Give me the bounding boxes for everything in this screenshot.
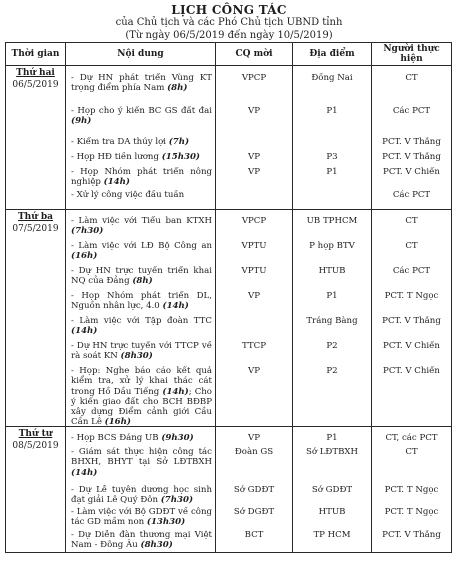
item-text: - Họp BCS Đảng UB [71,433,162,443]
content-column [66,210,216,427]
schedule-item [293,137,371,152]
invited-column [216,66,293,210]
schedule-item [372,366,451,426]
schedule-item [293,291,371,316]
schedule-item [293,152,371,167]
schedule-item [216,366,292,426]
schedule-item [216,241,292,266]
item-who: PCT. V Thắng [382,152,441,162]
item-place: P họp BTV [309,241,355,251]
schedule-item [372,73,451,106]
schedule-item [372,291,451,316]
schedule-item [66,291,215,316]
item-who: PCT. T Ngọc [384,485,439,495]
item-place: HTUB [318,266,346,276]
item-time: (14h) [103,177,130,188]
day-name: Thứ hai [16,68,55,78]
content-column [66,66,216,210]
schedule-item [216,106,292,137]
item-place: Sở LĐTBXH [305,447,359,457]
schedule-item [216,507,292,530]
item-who: PCT. V Chiến [383,167,440,177]
performer-column [372,427,452,553]
schedule-subtitle: của Chủ tịch và các Phó Chủ tịch UBND tỉnh [115,17,343,28]
header-performer: Người thực hiện [372,43,452,66]
schedule-table [5,42,452,553]
schedule-item [66,241,215,266]
schedule-item [66,433,215,447]
item-place: Đồng Nai [311,73,353,83]
item-text: - Làm việc với Tập đoàn TTC [71,316,212,326]
schedule-item [216,73,292,106]
item-time: (7h) [168,137,190,147]
item-time: (7h30) [160,495,194,506]
schedule-item [372,266,451,291]
item-text: - Kiểm tra DA thủy lợi [71,137,169,147]
item-cq: BCT [244,530,264,540]
item-who: PCT. V Thắng [382,530,441,540]
item-cq: VP [248,366,260,376]
schedule-item [372,447,451,485]
item-who: CT [405,447,418,457]
schedule-item [216,137,292,152]
item-who: Các PCT [392,266,431,276]
item-text: - Làm việc với LĐ Bộ Công an [71,241,212,251]
header-time: Thời gian [6,43,66,66]
performer-column [372,210,452,427]
item-place: UB TPHCM [306,216,358,226]
schedule-item [293,216,371,241]
item-who: CT, các PCT [385,433,438,443]
location-column [293,210,372,427]
day-row [6,427,452,553]
location-column [293,427,372,553]
item-time: (8h30) [120,351,153,362]
item-text: - Dự Diễn đàn thương mại Việt Nam - Đông Âu [71,530,212,551]
item-who: PCT. T Ngọc [384,291,439,301]
item-text: - Làm việc với Bộ GDĐT về công tác GD mầm non [71,507,212,528]
invited-column [216,427,293,553]
schedule-item [293,167,371,190]
schedule-item [216,316,292,341]
schedule-item [372,137,451,152]
item-time: (14h) [71,326,98,337]
item-who: CT [405,241,418,251]
item-time: (14h) [162,386,189,397]
item-time: (13h30) [146,517,186,528]
schedule-item [372,316,451,341]
cell-top-spacer [66,66,215,73]
schedule-item [372,507,451,530]
item-time: (14h) [162,301,189,312]
item-cq: TTCP [242,341,266,351]
schedule-item [66,447,215,485]
schedule-item [216,447,292,485]
item-cq: VPTU [241,241,267,251]
schedule-item [372,530,451,552]
schedule-item [216,152,292,167]
schedule-item [216,485,292,507]
header-content: Nội dung [66,43,216,66]
schedule-item [372,485,451,507]
item-cq: Sở DGĐT [233,507,275,517]
schedule-item [293,433,371,447]
schedule-item [66,485,215,507]
schedule-item [66,341,215,366]
schedule-item [216,291,292,316]
item-text: - Làm việc với Tiểu ban KTXH [71,216,212,226]
schedule-item [372,106,451,137]
item-text: - Họp Nhóm phát triển DL, Nguồn nhân lực, 4.0 [71,291,212,312]
schedule-item [216,433,292,447]
schedule-item [293,341,371,366]
schedule-item [372,241,451,266]
item-text: - Họp cho ý kiến BC GS đất đai [71,106,212,116]
schedule-item [293,447,371,485]
item-place: P1 [326,291,338,301]
schedule-item [66,530,215,552]
header-invited: CQ mời [216,43,293,66]
schedule-item [66,152,215,167]
item-cq: Sở GDĐT [233,485,275,495]
item-place: P1 [326,433,338,443]
item-time-extra: (16h) [104,417,131,426]
item-place: Trảng Bàng [306,316,358,326]
item-place: P2 [326,366,338,376]
schedule-item [66,507,215,530]
item-place: TP HCM [313,530,351,540]
schedule-item [66,366,215,426]
schedule-item [216,190,292,209]
schedule-item [66,137,215,152]
item-who: PCT. V Thắng [382,316,441,326]
schedule-item [293,507,371,530]
schedule-item [293,190,371,209]
day-cell [6,66,66,210]
schedule-item [66,167,215,190]
schedule-item [66,73,215,106]
schedule-item [216,167,292,190]
schedule-item [293,485,371,507]
location-column [293,66,372,210]
item-place: P2 [326,341,338,351]
item-time: (14h) [71,467,98,478]
schedule-item [216,341,292,366]
schedule-item [66,106,215,137]
item-cq: VPTU [241,266,267,276]
performer-column [372,66,452,210]
table-header-row [6,43,452,66]
schedule-item [372,341,451,366]
schedule-item [293,366,371,426]
item-time: (9h30) [161,433,194,443]
cell-top-spacer [216,66,292,73]
day-date: 07/5/2019 [12,224,59,235]
schedule-item [372,433,451,447]
item-who: PCT. V Thắng [382,137,441,147]
schedule-item [66,190,215,209]
day-date: 08/5/2019 [12,441,59,452]
item-text: - Họp: Nghe báo cáo kết quả kiểm tra, xử lý khai thác cát trong Hồ Dầu Tiếng [71,366,212,397]
item-text: - Giám sát thực hiện công tác BHXH, BHYT tại Sở LĐTBXH [71,447,212,468]
item-time: (9h) [71,116,92,127]
item-cq: VP [248,106,260,116]
item-time: (8h) [167,83,188,94]
item-who: PCT. T Ngọc [384,507,439,517]
cell-top-spacer [293,66,371,73]
item-text: - Dự HN trực tuyến với TTCP về rà soát KN [71,341,212,362]
item-place: HTUB [318,507,346,517]
item-who: PCT. V Chiến [383,341,440,351]
item-who: CT [405,73,418,83]
schedule-item [66,316,215,341]
schedule-item [372,167,451,190]
item-time: (7h30) [71,226,104,237]
item-place: P3 [326,152,338,162]
item-who: PCT. V Chiến [383,366,440,376]
schedule-date-range: (Từ ngày 06/5/2019 đến ngày 10/5/2019) [125,30,333,41]
item-cq: VPCP [241,73,267,83]
schedule-item [293,73,371,106]
item-text: - Dự Lễ tuyên dương học sinh đạt giải Lê Quý Đôn [71,485,212,506]
schedule-item [372,216,451,241]
item-cq: Đoàn GS [234,447,274,457]
item-cq: VP [248,291,260,301]
item-text: - Họp Nhóm phát triển nông nghiệp [71,167,212,188]
schedule-item [293,241,371,266]
day-name: Thứ tư [18,429,53,439]
schedule-item [66,266,215,291]
day-name: Thứ ba [17,212,54,222]
item-time: (15h30) [161,152,200,162]
item-time: (8h) [132,276,153,287]
schedule-item [293,106,371,137]
invited-column [216,210,293,427]
day-cell [6,427,66,553]
header-location: Địa điểm [293,43,372,66]
schedule-item [66,216,215,241]
schedule-item [216,530,292,552]
item-time: (8h30) [140,540,173,551]
item-time: (16h) [71,251,98,262]
item-place: P1 [326,167,338,177]
schedule-item [293,266,371,291]
item-who: Các PCT [392,190,431,200]
item-text: - Xử lý công việc đầu tuần [71,190,185,200]
cell-top-spacer [372,66,451,73]
item-place: P1 [326,106,338,116]
schedule-title: LỊCH CÔNG TÁC [171,3,287,17]
item-text: - Dự HN phát triển Vùng KT trọng điểm phía Nam [71,73,212,94]
schedule-item [216,266,292,291]
content-column [66,427,216,553]
schedule-item [216,216,292,241]
item-place: Sở GDĐT [311,485,353,495]
day-row [6,66,452,210]
item-cq: VP [248,433,260,443]
schedule-item [372,152,451,167]
day-row [6,210,452,427]
schedule-item [293,316,371,341]
item-text: - Họp HĐ tiền lương [71,152,162,162]
schedule-item [372,190,451,209]
item-who: Các PCT [392,106,431,116]
schedule-body [6,66,452,553]
item-cq: VP [248,152,260,162]
day-cell [6,210,66,427]
item-who: CT [405,216,418,226]
item-cq: VP [248,167,260,177]
item-cq: VPCP [241,216,267,226]
item-text-extra: ; Cho ý kiến giao đất cho BCH BĐBP xây dựng Điểm cảnh giới Cầu Cần Lê [71,386,212,426]
schedule-item [293,530,371,552]
item-text: - Dự HN trực tuyến triển khai NQ của Đảng [71,266,212,287]
day-date: 06/5/2019 [12,80,59,91]
